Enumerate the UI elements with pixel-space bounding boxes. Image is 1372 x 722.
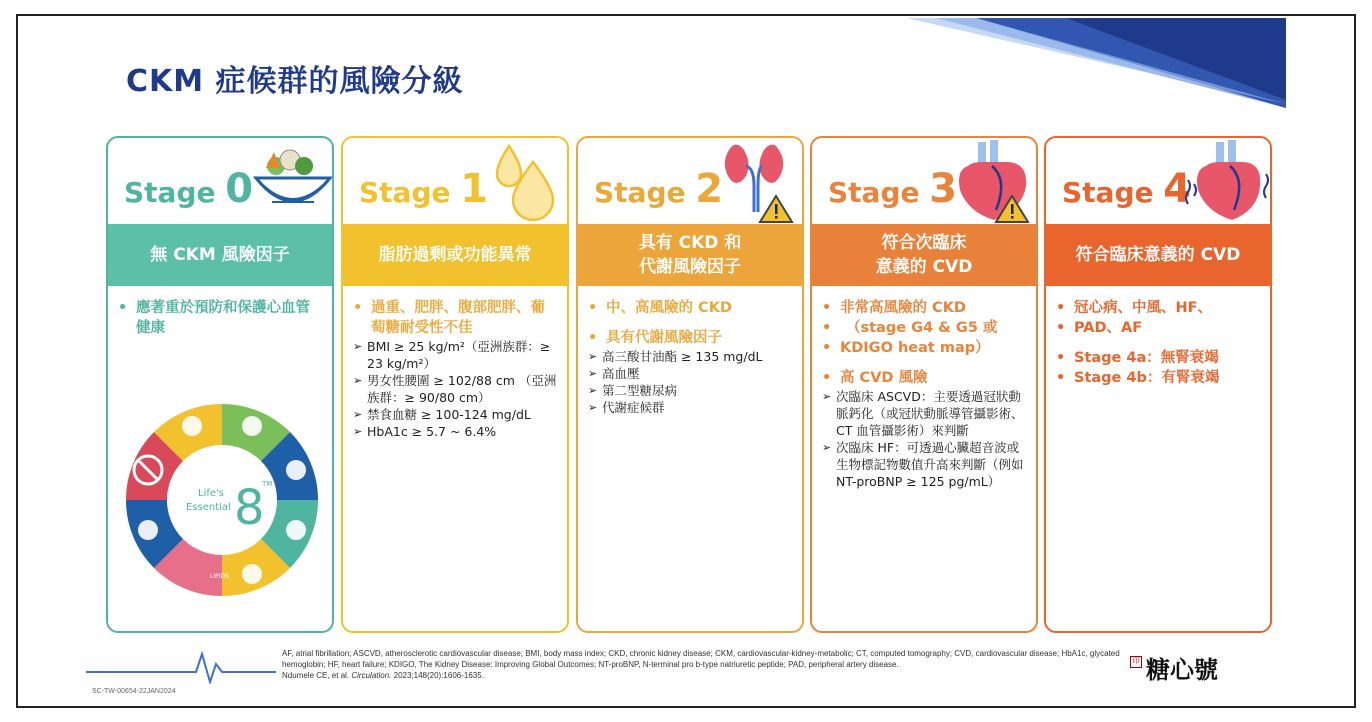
stage-3-bullet-cont: • （stage G4 & G5 或 — [822, 318, 1028, 338]
stage-0-label: Stage — [124, 176, 216, 209]
stage-1-sub: ➢ HbA1c ≥ 5.7 ~ 6.4% — [353, 423, 559, 440]
heart-vibration-icon — [1182, 140, 1272, 224]
stage-2-sub: ➢ 高三酸甘油酯 ≥ 135 mg/dL — [588, 348, 794, 365]
wheel-tm: TM — [262, 480, 273, 488]
stage-3-header-line1: 符合次臨床 — [881, 233, 967, 253]
stage-3-sub: ➢ 次臨床 ASCVD：主要透過冠狀動脈鈣化（或冠狀動脈導管攝影術、CT 血管攝影術）來判斷 — [822, 388, 1028, 439]
stage-4-bullet: • Stage 4a：無腎衰竭 — [1056, 348, 1262, 368]
stage-3-bullet-cont: • KDIGO heat map） — [822, 338, 1028, 358]
stage-2-label: Stage — [594, 176, 686, 209]
footer-abbreviations: AF, atrial fibrillation; ASCVD, atherosclerotic cardiovascular disease; BMI, body mass index; CKD, chronic kidney disease; CKM, cardiovascular-kidney-metabolic; CT, computed tomography; CVD, cardiovascular disease; HbA1c, glycated hemoglobin; HF, heart failure; KDIGO, The Kidney Disease: Improving Global Outcomes; NT-proBNP, N-terminal pro b-type natriuretic peptide; PAD, peripheral artery disease. Ndumele CE, et al. Circulation. 2023;148(20):1606-1635. — [282, 648, 1142, 681]
stage-4-label: Stage — [1062, 176, 1154, 209]
stage-0-header: 無 CKM 風險因子 — [108, 224, 332, 286]
slide — [86, 18, 1286, 702]
stage-3-card — [810, 136, 1038, 633]
stage-3-header-line2: 意義的 CVD — [875, 257, 973, 277]
stage-4-bullet-cont: • PAD、AF — [1056, 318, 1262, 338]
stage-1-card — [341, 136, 569, 633]
stage-2-number: 2 — [695, 166, 724, 212]
stage-2-bullet: • 中、高風險的 CKD — [588, 298, 794, 318]
stage-1-sub: ➢ 男女性腰圍 ≥ 102/88 cm （亞洲族群：≥ 90/80 cm） — [353, 372, 559, 406]
stage-3-bullet: • 高 CVD 風險 — [822, 368, 1028, 388]
stage-3-label: Stage — [828, 176, 920, 209]
stage-3-number: 3 — [929, 166, 958, 212]
stage-2-header-line1: 具有 CKD 和 — [638, 233, 742, 253]
wheel-line2: Essential — [186, 502, 231, 513]
stage-1-sub: ➢ 禁食血糖 ≥ 100-124 mg/dL — [353, 406, 559, 423]
document-code: SC-TW-00654-22JAN2024 — [92, 688, 176, 695]
fat-droplet-icon — [483, 142, 563, 222]
stage-3-bullet: • 非常高風險的 CKD — [822, 298, 1028, 318]
stage-1-number: 1 — [460, 166, 489, 212]
kidney-warning-icon — [718, 140, 802, 224]
stage-1-sub: ➢ BMI ≥ 25 kg/m²（亞洲族群：≥ 23 kg/m²） — [353, 338, 559, 372]
stage-2-sub: ➢ 第二型糖尿病 — [588, 382, 794, 399]
stage-0-card — [106, 136, 334, 633]
stage-4-header: 符合臨床意義的 CVD — [1046, 224, 1270, 286]
stage-2-sub: ➢ 代謝症候群 — [588, 399, 794, 416]
footer-reference: Ndumele CE, et al. Circulation. 2023;148(20):1606-1635. — [282, 671, 484, 680]
stage-4-bullet-cont: • Stage 4b：有腎衰竭 — [1056, 368, 1262, 388]
salad-bowl-icon — [252, 144, 334, 216]
wheel-lipids: LIPIDS — [210, 573, 229, 580]
lifes-essential-8-wheel — [122, 400, 322, 600]
stage-0-bullet: • 應著重於預防和保護心血管健康 — [118, 298, 324, 338]
stage-2-sub: ➢ 高血壓 — [588, 365, 794, 382]
slide-title: CKM 症候群的風險分級 — [126, 64, 464, 99]
stage-0-number: 0 — [225, 166, 254, 212]
stage-1-label: Stage — [359, 176, 451, 209]
decorative-stripes — [866, 18, 1286, 108]
stage-4-card — [1044, 136, 1272, 633]
stage-3-sub: ➢ 次臨床 HF：可透過心臟超音波或生物標記物數值升高來判斷（例如NT-proBNP ≥ 125 pg/mL） — [822, 439, 1028, 490]
heart-warning-icon — [952, 140, 1036, 224]
stage-2-card — [576, 136, 804, 633]
stage-4-number: 4 — [1163, 166, 1192, 212]
wheel-number: 8 — [234, 480, 265, 536]
brand-logo: 糖心號 — [1146, 655, 1218, 684]
stage-2-bullet: • 具有代謝風險因子 — [588, 328, 794, 348]
stage-0-heading — [108, 138, 332, 224]
stage-2-header-line2: 代謝風險因子 — [639, 257, 741, 277]
heartbeat-line-icon — [86, 644, 276, 684]
stage-4-bullet: • 冠心病、中風、HF、 — [1056, 298, 1262, 318]
logo-seal-icon: 印 — [1130, 656, 1142, 668]
wheel-line1: Life's — [198, 488, 224, 499]
stage-1-bullet: • 過重、肥胖、腹部肥胖、葡萄糖耐受性不佳 — [353, 298, 559, 338]
stage-1-header: 脂肪過剩或功能異常 — [343, 224, 567, 286]
